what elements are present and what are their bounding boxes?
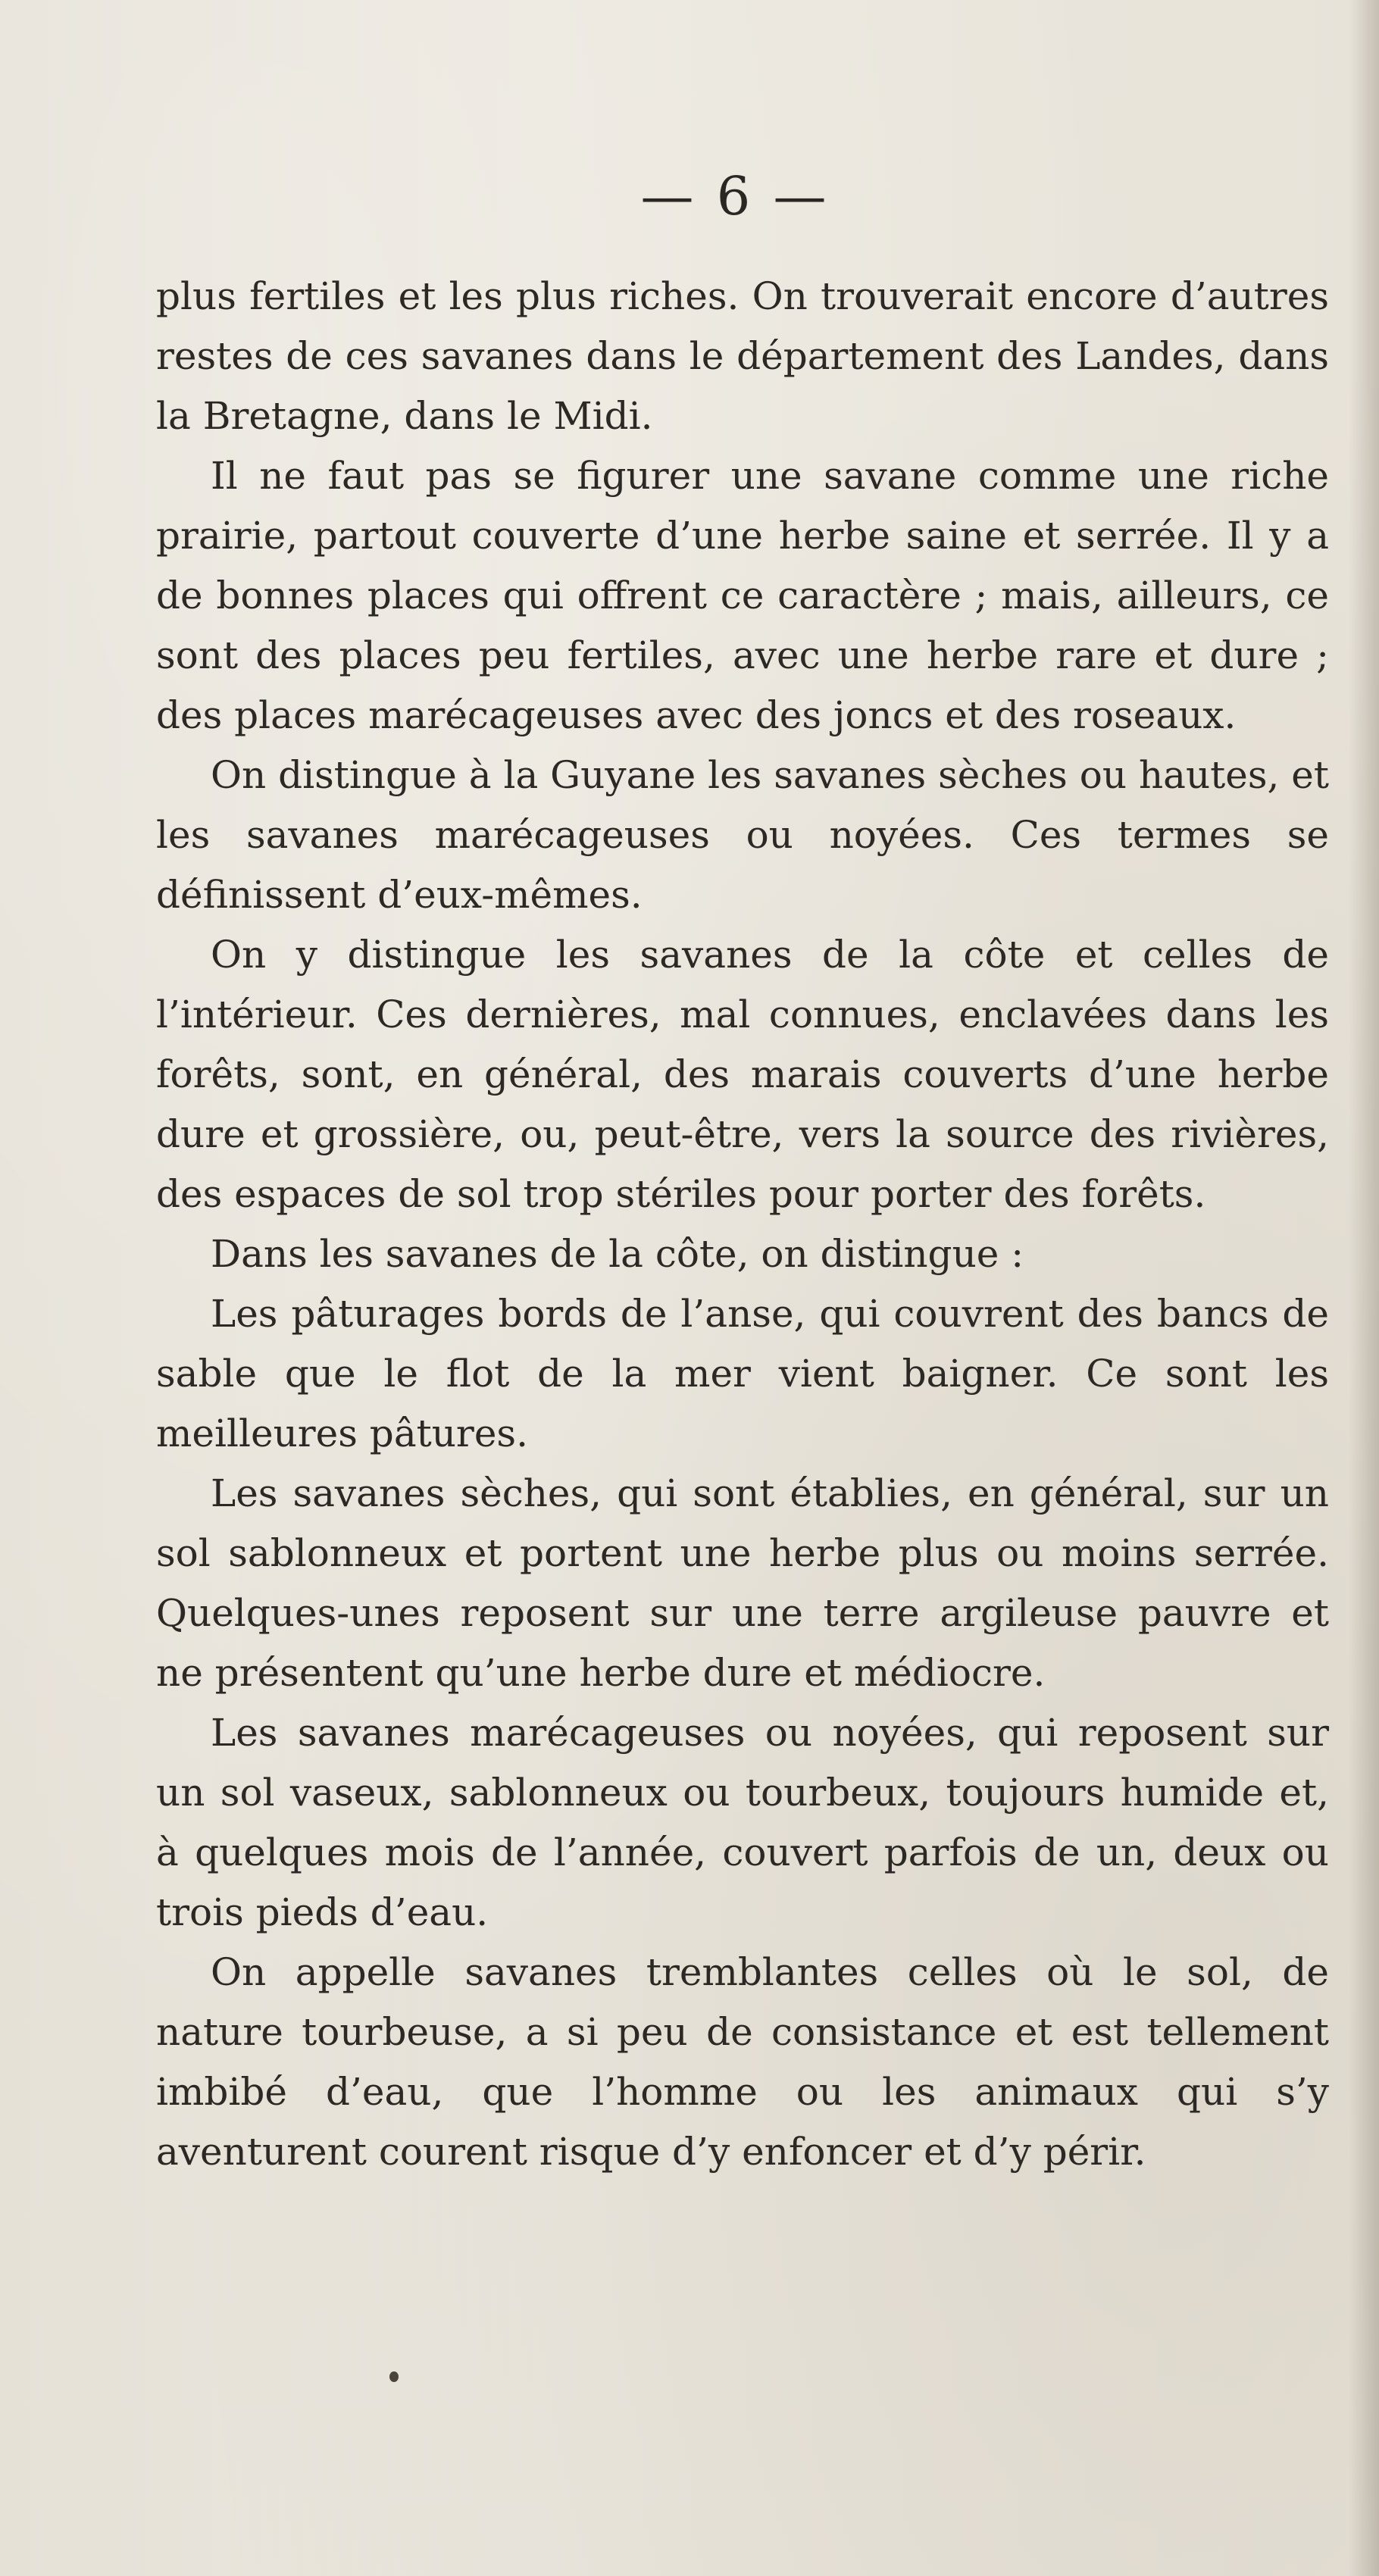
- page-number: — 6 —: [640, 165, 830, 227]
- body-text: [156, 267, 1329, 2182]
- paragraph-5: Dans les savanes de la côte, on distingue :: [211, 1232, 1024, 1276]
- ink-speck: [389, 2371, 399, 2382]
- paragraph-9: On appelle savanes tremblantes celles où le sol, de nature tourbeuse, a si peu de consistance et est tellement imbibé d’eau, que l’homme ou les animaux qui s’y aventurent courent risque d’y enfoncer et d’y périr.: [156, 1950, 1329, 2174]
- paragraph-7: Les savanes sèches, qui sont établies, en général, sur un sol sablonneux et portent une herbe plus ou moins serrée. Quelques-unes reposent sur une terre argileuse pauvre et ne présentent qu’une herbe dure et médiocre.: [156, 1471, 1329, 1695]
- paragraph-2: Il ne faut pas se figurer une savane comme une riche prairie, partout couverte d’une herbe saine et serrée. Il y a de bonnes places qui offrent ce caractère ; mais, ailleurs, ce sont des places peu fertiles, avec une herbe rare et dure ; des places marécageuses avec des joncs et des roseaux.: [156, 454, 1329, 737]
- paragraph-8: Les savanes marécageuses ou noyées, qui reposent sur un sol vaseux, sablonneux ou tourbeux, toujours humide et, à quelques mois de l’année, couvert parfois de un, deux ou trois pieds d’eau.: [156, 1711, 1329, 1934]
- paragraph-4: On y distingue les savanes de la côte et celles de l’intérieur. Ces dernières, mal connues, enclavées dans les forêts, sont, en général, des marais couverts d’une herbe dure et grossière, ou, peut-être, vers la source des rivières, des espaces de sol trop stériles pour porter des forêts.: [156, 933, 1329, 1216]
- paragraph-1: plus fertiles et les plus riches. On trouverait encore d’autres restes de ces savanes dans le département des Landes, dans la Bretagne, dans le Midi.: [156, 274, 1329, 438]
- paragraph-3: On distingue à la Guyane les savanes sèches ou hautes, et les savanes marécageuses ou noyées. Ces termes se définissent d’eux-mêmes.: [156, 753, 1329, 917]
- paragraph-6: Les pâturages bords de l’anse, qui couvrent des bancs de sable que le flot de la mer vient baigner. Ce sont les meilleures pâtures.: [156, 1292, 1329, 1455]
